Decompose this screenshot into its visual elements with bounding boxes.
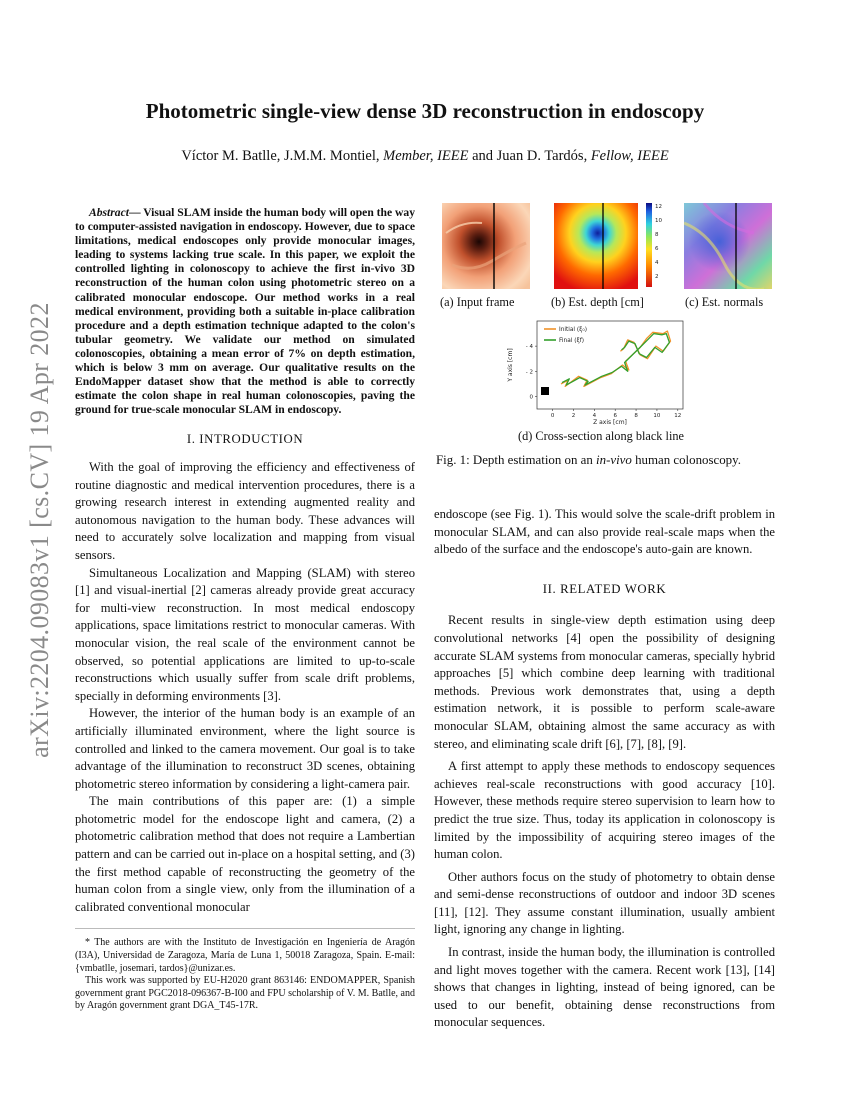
x-tick-label: 8 xyxy=(634,413,638,419)
subcaption-c: (c) Est. normals xyxy=(685,295,764,309)
related-work-paragraph: Recent results in single-view depth estimation using deep convolutional networks [4] open the possibility of designing accurate SLAM systems from monocular cameras, specially hybrid approaches [5] which combine deep learning with traditional methods. Previous work demonstrates that, using a depth estimation network, it is possible to perform scale-aware monocular SLAM, obtaining almost the same accuracy as with stereo, and eliminating scale drift [6], [7], [8], [9]. xyxy=(434,613,775,751)
figure-caption-suffix: human colonoscopy. xyxy=(631,453,741,467)
section-heading-related-work: II. RELATED WORK xyxy=(542,581,667,596)
colorbar-tick: 8 xyxy=(655,232,659,238)
related-work-paragraph: A first attempt to apply these methods to endoscopy sequences achieves real-scale reconstructions with good accuracy [10]. However, these methods require stereo supervision to learn how to predict the true size. Thus, today its application in colonoscopy is limited by the impossibility of acquiring stereo images of the human colon. xyxy=(434,759,775,862)
intro-paragraph: Simultaneous Localization and Mapping (SLAM) with stereo [1] and visual-inertial [2] cameras already provide great accuracy for multi-view reconstruction. In most medical endoscopy applications, space limitations restrict to monocular cameras. With monocular vision, the real scale of the environment cannot be observed, so potential applications are limited to up-to-scale reconstructions which usually suffer from scale drift problems, specially in deforming environments [3]. xyxy=(75,565,415,703)
left-column xyxy=(75,206,415,1013)
footnote-affiliation: * The authors are with the Instituto de Investigación en Ingeniería de Aragón (I3A), Universidad de Zaragoza, María de Luna 1, 50018 Zaragoza, Spain. E-mail: {vmbatlle, josemari, tardos}@unizar.es. xyxy=(75,937,415,974)
figure-1 xyxy=(434,200,784,500)
arxiv-id: arXiv:2204.09083v1 [cs.CV] 19 Apr 2022 xyxy=(25,302,54,758)
colorbar-tick: 10 xyxy=(655,218,662,224)
abstract-text: — Visual SLAM inside the human body will open the way to computer-assisted navigation in endoscopy. However, due to space limitations, medical endoscopes only provide monocular images, leading to systems lacking true scale. In this paper, we exploit the controlled lighting in colonoscopy to achieve the first in-vivo 3D reconstruction of the human colon using photometric stereo on a calibrated monocular endoscope. Our method works in a real medical environment, providing both a suitable in-place calibration procedure and a depth estimation technique adapted to the colon's tubular geometry. We validate our method on simulated colonoscopies, obtaining a mean error of 7% on depth estimation, which is below 3 mm on average. Our qualitative results on the EndoMapper dataset show that the method is able to correctly estimate the colon shape in real human colonoscopies, paving the ground for true-scale monocular SLAM in endoscopy. xyxy=(75,206,415,417)
x-tick-label: 2 xyxy=(571,413,576,419)
y-tick-label: - 2 xyxy=(525,369,533,376)
figure-caption-emphasis: in-vivo xyxy=(596,453,632,467)
subcaption-b: (b) Est. depth [cm] xyxy=(551,295,644,309)
subcaption-d: (d) Cross-section along black line xyxy=(518,429,684,443)
figure-caption xyxy=(436,453,741,468)
related-work-paragraph: In contrast, inside the human body, the illumination is controlled and light moves together with the camera. Recent work [13], [14] shows that changes in lighting, instead of being ignored, can be used to our benefit, obtaining dense reconstructions from monocular sequences. xyxy=(434,945,775,1030)
paper-title: Photometric single-view dense 3D reconstruction in endoscopy xyxy=(145,99,705,123)
right-column xyxy=(434,506,775,1032)
author-line xyxy=(60,148,790,165)
footnote-funding: This work was supported by EU-H2020 grant 863146: ENDOMAPPER, Spanish government grant PGC2018-096367-B-I00 and FPU scholarship of V. M. Batlle, and by Aragón government grant DGA_T45-17R. xyxy=(75,975,415,1012)
related-work-paragraph: Other authors focus on the study of photometry to obtain dense and semi-dense reconstructions of outdoor and indoor 3D scenes [11], [12]. They assume constant illumination, usually ambient light, ignoring any change in lighting. xyxy=(434,869,775,937)
x-axis-label: Z axis [cm] xyxy=(593,419,627,426)
y-tick-label: 0 xyxy=(529,394,533,401)
authors-and: and Juan D. Tardós, xyxy=(468,148,591,164)
subcaption-a: (a) Input frame xyxy=(440,295,515,309)
endoscope-marker xyxy=(541,387,549,395)
normals-map-image xyxy=(684,203,772,289)
x-tick-label: 4 xyxy=(592,413,597,419)
section-heading-introduction: I. INTRODUCTION xyxy=(186,432,304,447)
depth-map-image xyxy=(554,203,664,289)
figure-caption-prefix: Fig. 1: Depth estimation on an xyxy=(436,453,597,467)
authors-main: Víctor M. Batlle, J.M.M. Montiel, xyxy=(181,148,384,164)
y-tick-label: - 4 xyxy=(525,344,533,351)
intro-paragraph: With the goal of improving the efficiency and effectiveness of routine diagnostic and medical intervention procedures, there is a growing research interest in extending augmented reality and autonomous navigation to the human body. These advances will need to accurately solve localization and mapping from visual sensors. xyxy=(75,460,415,562)
x-tick-label: 0 xyxy=(550,413,555,419)
intro-paragraph: However, the interior of the human body is an example of an artificially illuminated environment, where the light source is controlled and linked to the camera movement. Our goal is to take advantage of the illumination to reconstruct 3D scenes, obtaining photometric stereo information by considering a light-camera pair. xyxy=(75,706,415,791)
intro-continuation: endoscope (see Fig. 1). This would solve the scale-drift problem in monocular SLAM, and can also provide real-scale maps when the albedo of the surface and the endoscope's auto-gain are known. xyxy=(434,507,775,557)
colorbar-tick: 6 xyxy=(655,246,659,252)
colorbar-tick: 2 xyxy=(655,274,659,280)
y-axis-label: Y axis [cm] xyxy=(507,348,514,382)
colorbar-tick: 4 xyxy=(655,260,659,266)
cross-section-chart xyxy=(500,315,690,427)
intro-paragraph: The main contributions of this paper are: (1) a simple photometric model for the endoscope light and camera, (2) a photometric calibration method that does not require a Lambertian pattern and can be carried out in-place on a hospital setting, and (3) the first method capable of reconstructing the geometry of the human colon from a single view, only from the illumination of a calibrated conventional monocular xyxy=(75,794,415,914)
author-affiliation-2: Fellow, IEEE xyxy=(590,148,669,164)
legend-label-initial: Initial (ξ₀) xyxy=(559,327,587,333)
x-tick-label: 12 xyxy=(674,413,682,419)
colorbar-tick: 12 xyxy=(655,204,662,210)
footnote-rule xyxy=(75,928,415,929)
legend-label-final: Final (ξf) xyxy=(559,338,584,344)
x-tick-label: 10 xyxy=(653,413,661,419)
footnotes xyxy=(75,937,415,1013)
arxiv-stamp xyxy=(20,290,60,770)
abstract-label: Abstract xyxy=(89,206,129,219)
input-frame-image xyxy=(442,203,530,289)
x-tick-label: 6 xyxy=(613,413,617,419)
abstract xyxy=(75,206,415,417)
author-affiliation-1: Member, IEEE xyxy=(383,148,469,164)
